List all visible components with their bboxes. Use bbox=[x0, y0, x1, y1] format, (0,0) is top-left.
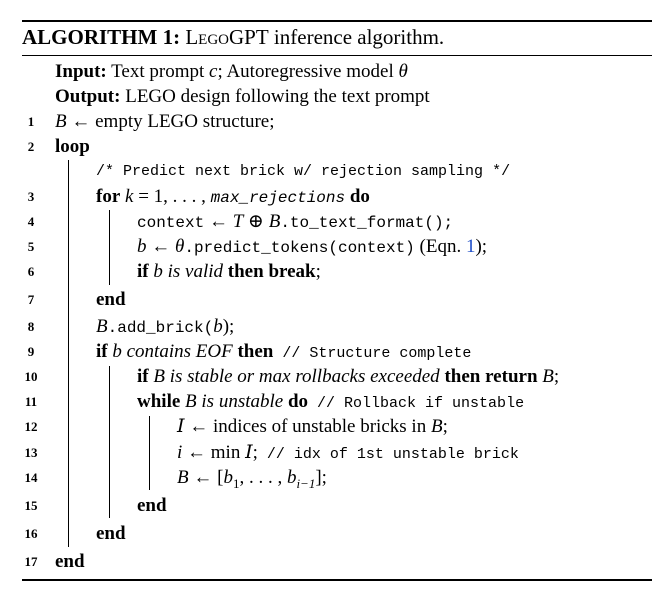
var-b: b bbox=[148, 261, 163, 282]
line-number: 14 bbox=[24, 470, 38, 485]
comment-text: // Rollback if unstable bbox=[308, 395, 525, 412]
range-text: = 1, . . . , bbox=[133, 186, 211, 207]
subscript: 1 bbox=[232, 475, 240, 491]
mid-rule bbox=[22, 55, 652, 56]
keyword-then: then bbox=[439, 366, 481, 387]
condition-text: is stable or max rollbacks exceeded bbox=[164, 366, 440, 387]
comment-text: /* Predict next brick w/ rejection sampling */ bbox=[96, 163, 511, 180]
line-number: 17 bbox=[24, 554, 38, 569]
bracket-close: ]; bbox=[315, 467, 327, 488]
method-call: .add_brick( bbox=[107, 319, 214, 337]
var-B: B bbox=[180, 391, 197, 412]
var-B: B bbox=[537, 366, 554, 387]
keyword-if: if bbox=[96, 341, 108, 362]
line-number: 8 bbox=[27, 319, 35, 334]
var-b: b bbox=[286, 467, 297, 488]
keyword-for: for bbox=[96, 186, 121, 207]
keyword-return: return bbox=[480, 366, 538, 387]
line-number: 12 bbox=[24, 419, 38, 434]
keyword-while: while bbox=[137, 391, 181, 412]
var-b: b bbox=[223, 467, 233, 488]
keyword-if: if bbox=[137, 261, 149, 282]
method-call: .predict_tokens(context) bbox=[184, 239, 415, 257]
input-label: Input: bbox=[55, 61, 107, 82]
line-number: 4 bbox=[27, 214, 35, 229]
line-end: ); bbox=[475, 236, 488, 257]
line-number: 15 bbox=[24, 498, 38, 513]
var-theta: θ bbox=[175, 236, 185, 257]
keyword-do: do bbox=[345, 186, 370, 207]
line-end: ; bbox=[315, 261, 321, 282]
assign-arrow: ← bbox=[188, 467, 218, 488]
line-number: 6 bbox=[27, 264, 35, 279]
assign-arrow: ← bbox=[182, 442, 211, 463]
assign-arrow: ← bbox=[204, 211, 233, 232]
input-theta: θ bbox=[398, 61, 408, 82]
line-number: 7 bbox=[27, 292, 35, 307]
keyword-end: end bbox=[137, 495, 167, 516]
assign-arrow: ← bbox=[184, 416, 214, 437]
line-number: 1 bbox=[27, 114, 35, 129]
assign-arrow: ← bbox=[66, 111, 96, 132]
method-call: .to_text_format(); bbox=[280, 214, 454, 232]
var-B: B bbox=[55, 111, 67, 132]
line-number: 9 bbox=[27, 344, 35, 359]
line-number: 13 bbox=[24, 445, 38, 460]
line-end: ; bbox=[252, 442, 258, 463]
condition-text: is valid bbox=[162, 261, 224, 282]
input-text-a: Text prompt bbox=[106, 61, 210, 82]
ellipsis: , . . . , bbox=[239, 467, 287, 488]
condition-text: contains EOF bbox=[121, 341, 233, 362]
var-I: I bbox=[245, 441, 253, 463]
keyword-then: then bbox=[232, 341, 274, 362]
var-i: i bbox=[177, 442, 183, 463]
var-b: b bbox=[213, 316, 223, 337]
var-k: k bbox=[120, 186, 134, 207]
min-operator: min bbox=[210, 442, 246, 463]
keyword-then: then bbox=[223, 261, 264, 282]
subscript: i−1 bbox=[296, 475, 316, 491]
caption-label: ALGORITHM 1: bbox=[22, 25, 181, 49]
input-c: c bbox=[209, 61, 218, 82]
keyword-do: do bbox=[283, 391, 309, 412]
caption-name: LegoGPT bbox=[185, 25, 269, 49]
var-b: b bbox=[107, 341, 122, 362]
line-end: ; bbox=[442, 416, 448, 437]
equation-link[interactable]: 1 bbox=[465, 236, 476, 257]
comment-text: // idx of 1st unstable brick bbox=[257, 446, 519, 463]
var-max-rejections: max_rejections bbox=[210, 189, 346, 207]
eqn-ref-text: (Eqn. bbox=[414, 236, 466, 257]
line-number: 10 bbox=[24, 369, 38, 384]
keyword-if: if bbox=[137, 366, 149, 387]
line-number: 3 bbox=[27, 189, 35, 204]
line-number: 5 bbox=[27, 239, 35, 254]
line-text: empty LEGO structure; bbox=[95, 111, 275, 132]
for-block-bar bbox=[109, 210, 110, 285]
line-number: 2 bbox=[27, 139, 35, 154]
assign-arrow: ← bbox=[146, 236, 175, 257]
var-B: B bbox=[177, 467, 189, 488]
caption-rest: inference algorithm. bbox=[268, 25, 445, 49]
input-text-b: ; Autoregressive model bbox=[217, 61, 399, 82]
if-block-bar bbox=[109, 366, 110, 518]
line-number: 11 bbox=[24, 394, 38, 409]
while-block-bar bbox=[149, 416, 150, 490]
keyword-end: end bbox=[96, 523, 126, 544]
keyword-break: break bbox=[263, 261, 316, 282]
output-text: LEGO design following the text prompt bbox=[120, 86, 430, 107]
output-label: Output: bbox=[55, 86, 121, 107]
var-T: T bbox=[232, 211, 244, 232]
var-context: context bbox=[137, 214, 205, 232]
var-B: B bbox=[430, 416, 443, 437]
bottom-rule bbox=[22, 579, 652, 581]
var-B: B bbox=[268, 211, 281, 232]
var-B: B bbox=[148, 366, 165, 387]
comment-text: // Structure complete bbox=[273, 345, 472, 362]
loop-block-bar bbox=[68, 160, 69, 547]
line-end: ; bbox=[553, 366, 560, 387]
var-B: B bbox=[96, 316, 108, 337]
var-I: I bbox=[177, 415, 185, 437]
line-text: indices of unstable bricks in bbox=[213, 416, 431, 437]
oplus-operator: ⊕ bbox=[243, 211, 269, 232]
bracket-open: [ bbox=[217, 467, 224, 488]
keyword-loop: loop bbox=[55, 136, 90, 157]
line-end: ); bbox=[222, 316, 235, 337]
algorithm-caption bbox=[22, 25, 444, 50]
var-b: b bbox=[137, 236, 147, 257]
keyword-end: end bbox=[96, 289, 126, 310]
top-rule bbox=[22, 20, 652, 22]
keyword-end: end bbox=[55, 551, 85, 572]
line-number: 16 bbox=[24, 526, 38, 541]
condition-text: is unstable bbox=[196, 391, 284, 412]
